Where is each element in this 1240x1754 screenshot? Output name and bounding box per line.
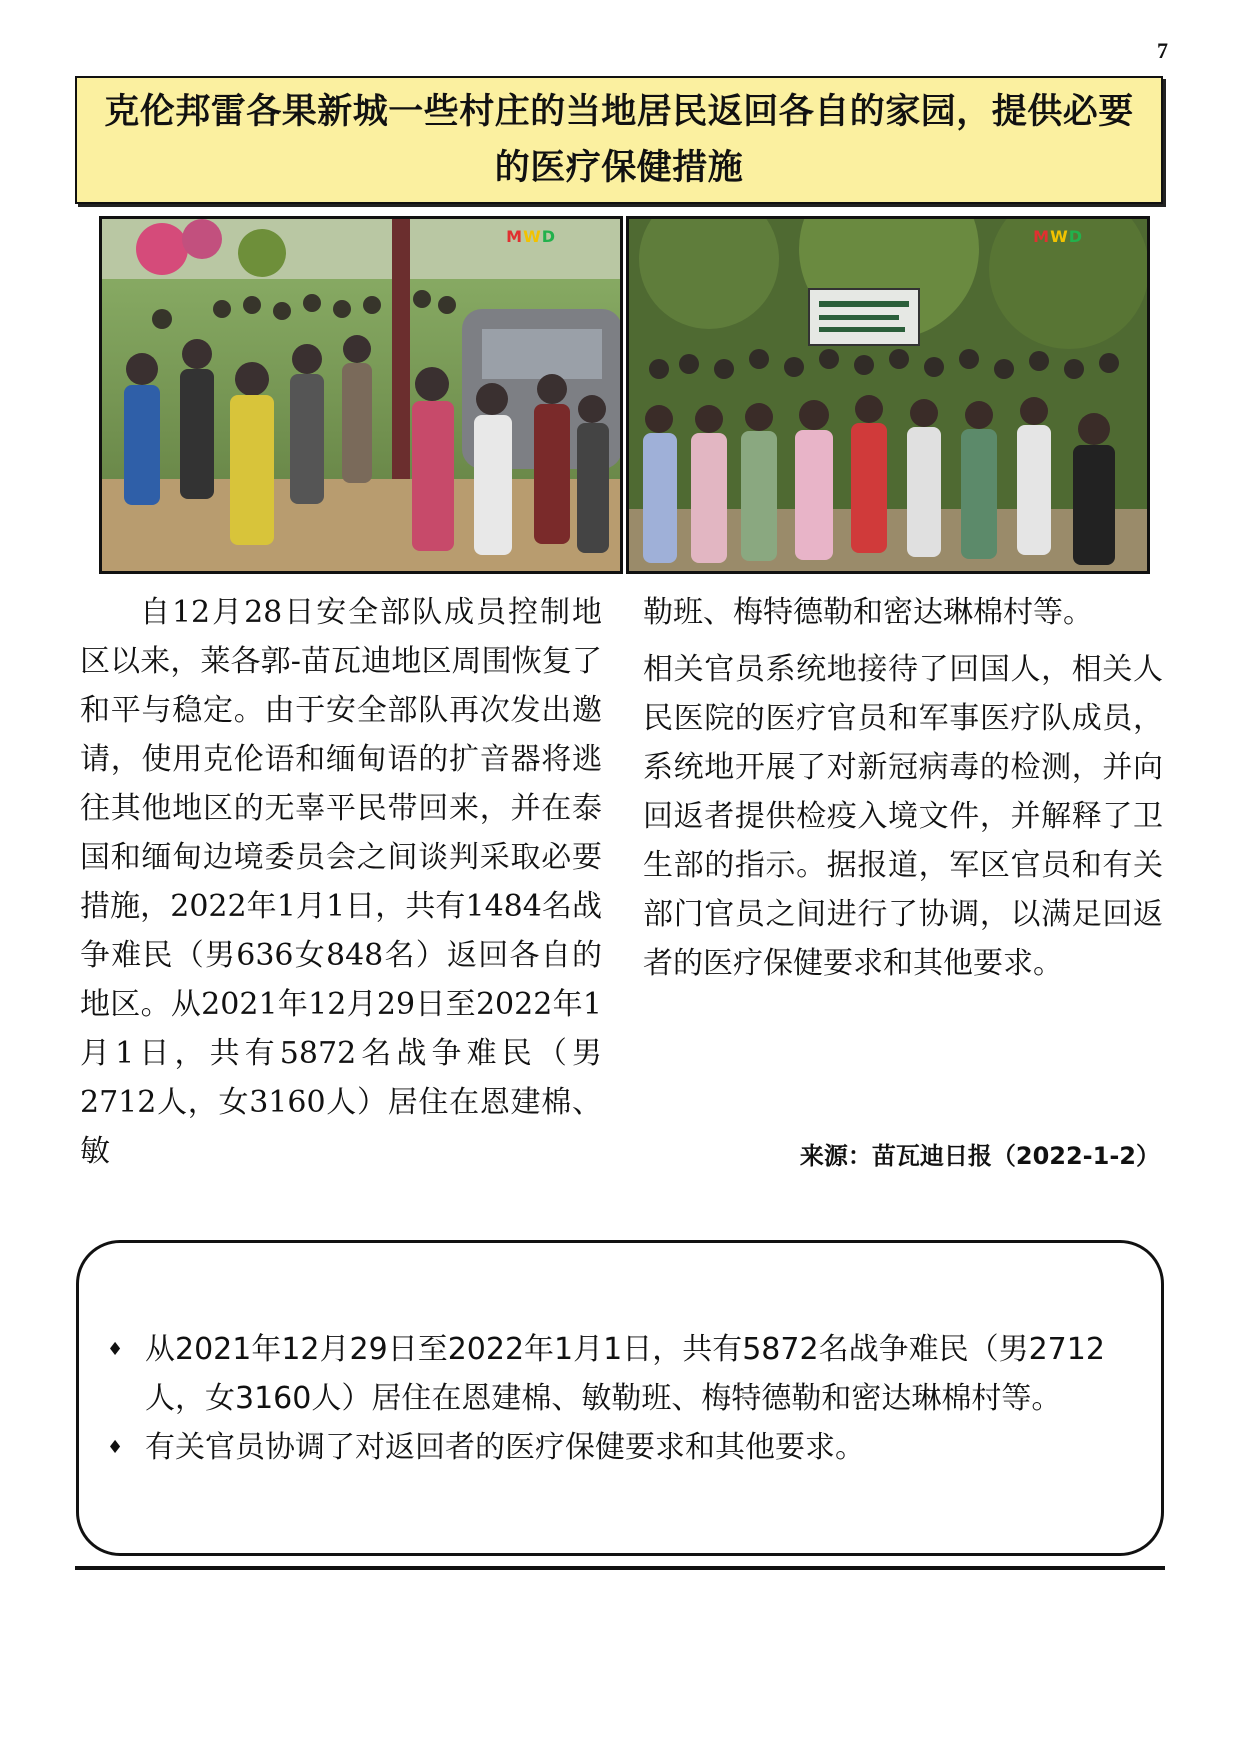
summary-item-text: 有关官员协调了对返回者的医疗保健要求和其他要求。 [145, 1430, 865, 1465]
summary-item-text: 从2021年12月29日至2022年1月1日，共有5872名战争难民（男2712人，女3160人）居住在恩建棉、敏勒班、梅特德勒和密达琳棉村等。 [145, 1332, 1105, 1416]
page-number: 7 [1157, 38, 1168, 63]
summary-list [105, 1325, 1143, 1472]
article-source: 来源：苗瓦迪日报（2022-1-2） [799, 1142, 1160, 1170]
summary-item [105, 1423, 1143, 1472]
summary-item [105, 1325, 1143, 1423]
photo-watermark: MWD [1033, 227, 1083, 246]
photo-crowd-banner [626, 216, 1150, 574]
summary-box [76, 1240, 1164, 1556]
photo-watermark: MWD [506, 227, 556, 246]
diamond-bullet-icon: ♦ [107, 1339, 124, 1360]
article-paragraph-2: 相关官员系统地接待了回国人，相关人民医院的医疗官员和军事医疗队成员，系统地开展了对新冠病毒的检测，并向回返者提供检疫入境文件，并解释了卫生部的指示。据报道，军区官员和有关部门官员之间进行了协调，以满足回返者的医疗保健要求和其他要求。 [643, 652, 1163, 981]
photo-crowd-truck-image [102, 219, 620, 571]
headline: 克伦邦雷各果新城一些村庄的当地居民返回各自的家园，提供必要的医疗保健措施 [104, 92, 1134, 188]
article-paragraph-1-continued: 勒班、梅特德勒和密达琳棉村等。 [643, 595, 1093, 630]
photo-crowd-banner-image [629, 219, 1147, 571]
photo-crowd-truck [99, 216, 623, 574]
bottom-divider [75, 1566, 1165, 1570]
diamond-bullet-icon: ♦ [107, 1437, 124, 1458]
article-right-column [643, 588, 1163, 988]
headline-box [75, 76, 1163, 204]
article-left-column [80, 588, 602, 1176]
article-paragraph-1: 自12月28日安全部队成员控制地区以来，莱各郭-苗瓦迪地区周围恢复了和平与稳定。由于安全部队再次发出邀请，使用克伦语和缅甸语的扩音器将逃往其他地区的无辜平民带回来，并在泰国和缅甸边境委员会之间谈判采取必要措施，2022年1月1日，共有1484名战争难民（男636女848名）返回各自的地区。从2021年12月29日至2022年1月1日，共有5872名战争难民（男2712人，女3160人）居住在恩建棉、敏 [80, 595, 602, 1169]
